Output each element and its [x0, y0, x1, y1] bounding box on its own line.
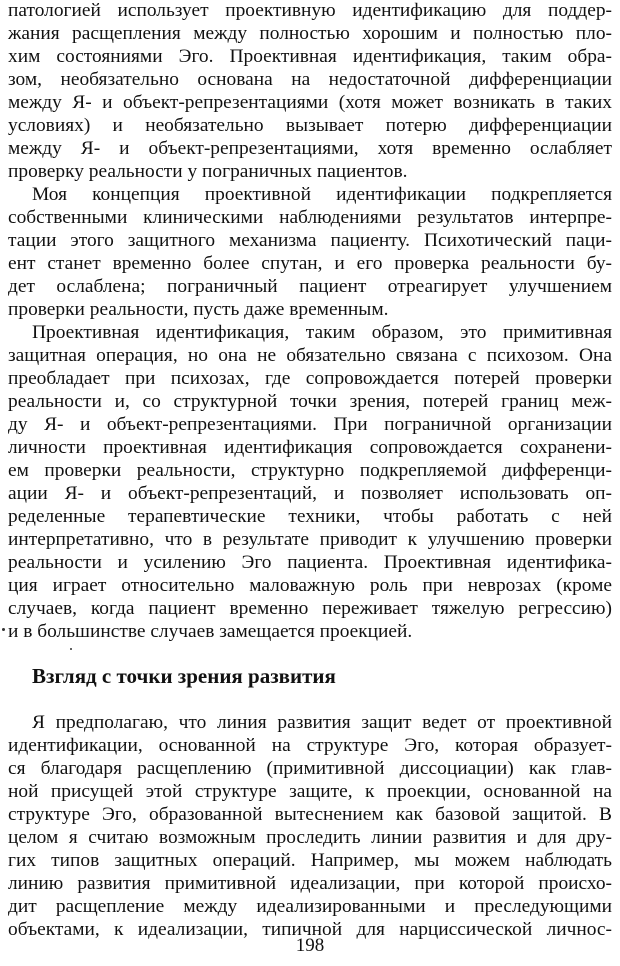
text-line: ент станет временно более спутан, и его проверка реальности бу- [8, 253, 612, 274]
section-heading: Взгляд с точки зрения развития [32, 664, 336, 688]
text-line: ной присущей этой структуре защите, к проекции, основанной на [8, 781, 612, 802]
text-line: линию развития примитивной идеализации, при которой происхо- [8, 873, 612, 894]
text-line: хим состояниями Эго. Проективная идентификация, таким обра- [8, 46, 612, 67]
text-line: ция играет относительно маловажную роль при неврозах (кроме [8, 575, 612, 596]
text-line: реальности и, со структурной точки зрения, потерей границ меж- [8, 391, 612, 412]
text-line: собственными клиническими наблюдениями результатов интерпре- [8, 207, 612, 228]
text-line: Я предполагаю, что линия развития защит ведет от проективной [32, 712, 612, 733]
text-line: Моя концепция проективной идентификации подкрепляется [32, 184, 612, 205]
text-line: жания расщепления между полностью хорошим и полностью пло- [8, 23, 612, 44]
text-line: проверку реальности у пограничных пациентов. [8, 161, 408, 182]
text-line: случаев, когда пациент временно переживает тяжелую регрессию) [8, 598, 612, 619]
text-line: ем проверки реальности, структурно подкрепляемой дифференци- [8, 460, 612, 481]
text-line: Проективная идентификация, таким образом, это примитивная [32, 322, 612, 343]
text-line: ределенные терапевтические техники, чтобы работать с ней [8, 506, 612, 527]
text-line: преобладает при психозах, где сопровождается потерей проверки [8, 368, 612, 389]
text-line: ду Я- и объект-репрезентациями. При пограничной организации [8, 414, 612, 435]
text-line: ации Я- и объект-репрезентаций, и позволяет использовать оп- [8, 483, 612, 504]
text-line: ся благодаря расщеплению (примитивной диссоциации) как глав- [8, 758, 612, 779]
text-line: идентификации, основанной на структуре Эго, которая образует- [8, 735, 612, 756]
text-line: структуре Эго, образованной вытеснением как базовой защитой. В [8, 804, 612, 825]
scan-speck [70, 648, 72, 650]
text-line: личности проективная идентификация сопровождается сохранени- [8, 437, 612, 458]
text-line: условиях) и необязательно вызывает потерю дифференциации [8, 115, 612, 136]
text-line: проверки реальности, пусть даже временным. [8, 299, 389, 320]
page-number: 198 [295, 935, 325, 956]
text-line: гих типов защитных операций. Например, мы можем наблюдать [8, 850, 612, 871]
text-line: дит расщепление между идеализированными и преследующими [8, 896, 612, 917]
text-line: патологией использует проективную идентификацию для поддер- [8, 0, 612, 21]
text-line: тации этого защитного механизма пациенту. Психотический паци- [8, 230, 612, 251]
text-line: дет ослаблена; пограничный пациент отреагирует улучшением [8, 276, 612, 297]
text-line: защитная операция, но она не обязательно связана с психозом. Она [8, 345, 612, 366]
text-line: реальности и усилению Эго пациента. Проективная идентифика- [8, 552, 612, 573]
text-line: объектами, к идеализации, типичной для нарциссической личнос- [8, 919, 612, 940]
text-line: между Я- и объект-репрезентациями, хотя временно ослабляет [8, 138, 612, 159]
text-line: между Я- и объект-репрезентациями (хотя может возникать в таких [8, 92, 612, 113]
text-line: целом я считаю возможным проследить линии развития и для дру- [8, 827, 612, 848]
text-line: и в большинстве случаев замещается проекцией. [8, 621, 413, 642]
text-line: зом, необязательно основана на недостаточной дифференциации [8, 69, 612, 90]
text-line: интерпретативно, что в результате приводит к улучшению проверки [8, 529, 612, 550]
scan-speck [2, 628, 5, 631]
